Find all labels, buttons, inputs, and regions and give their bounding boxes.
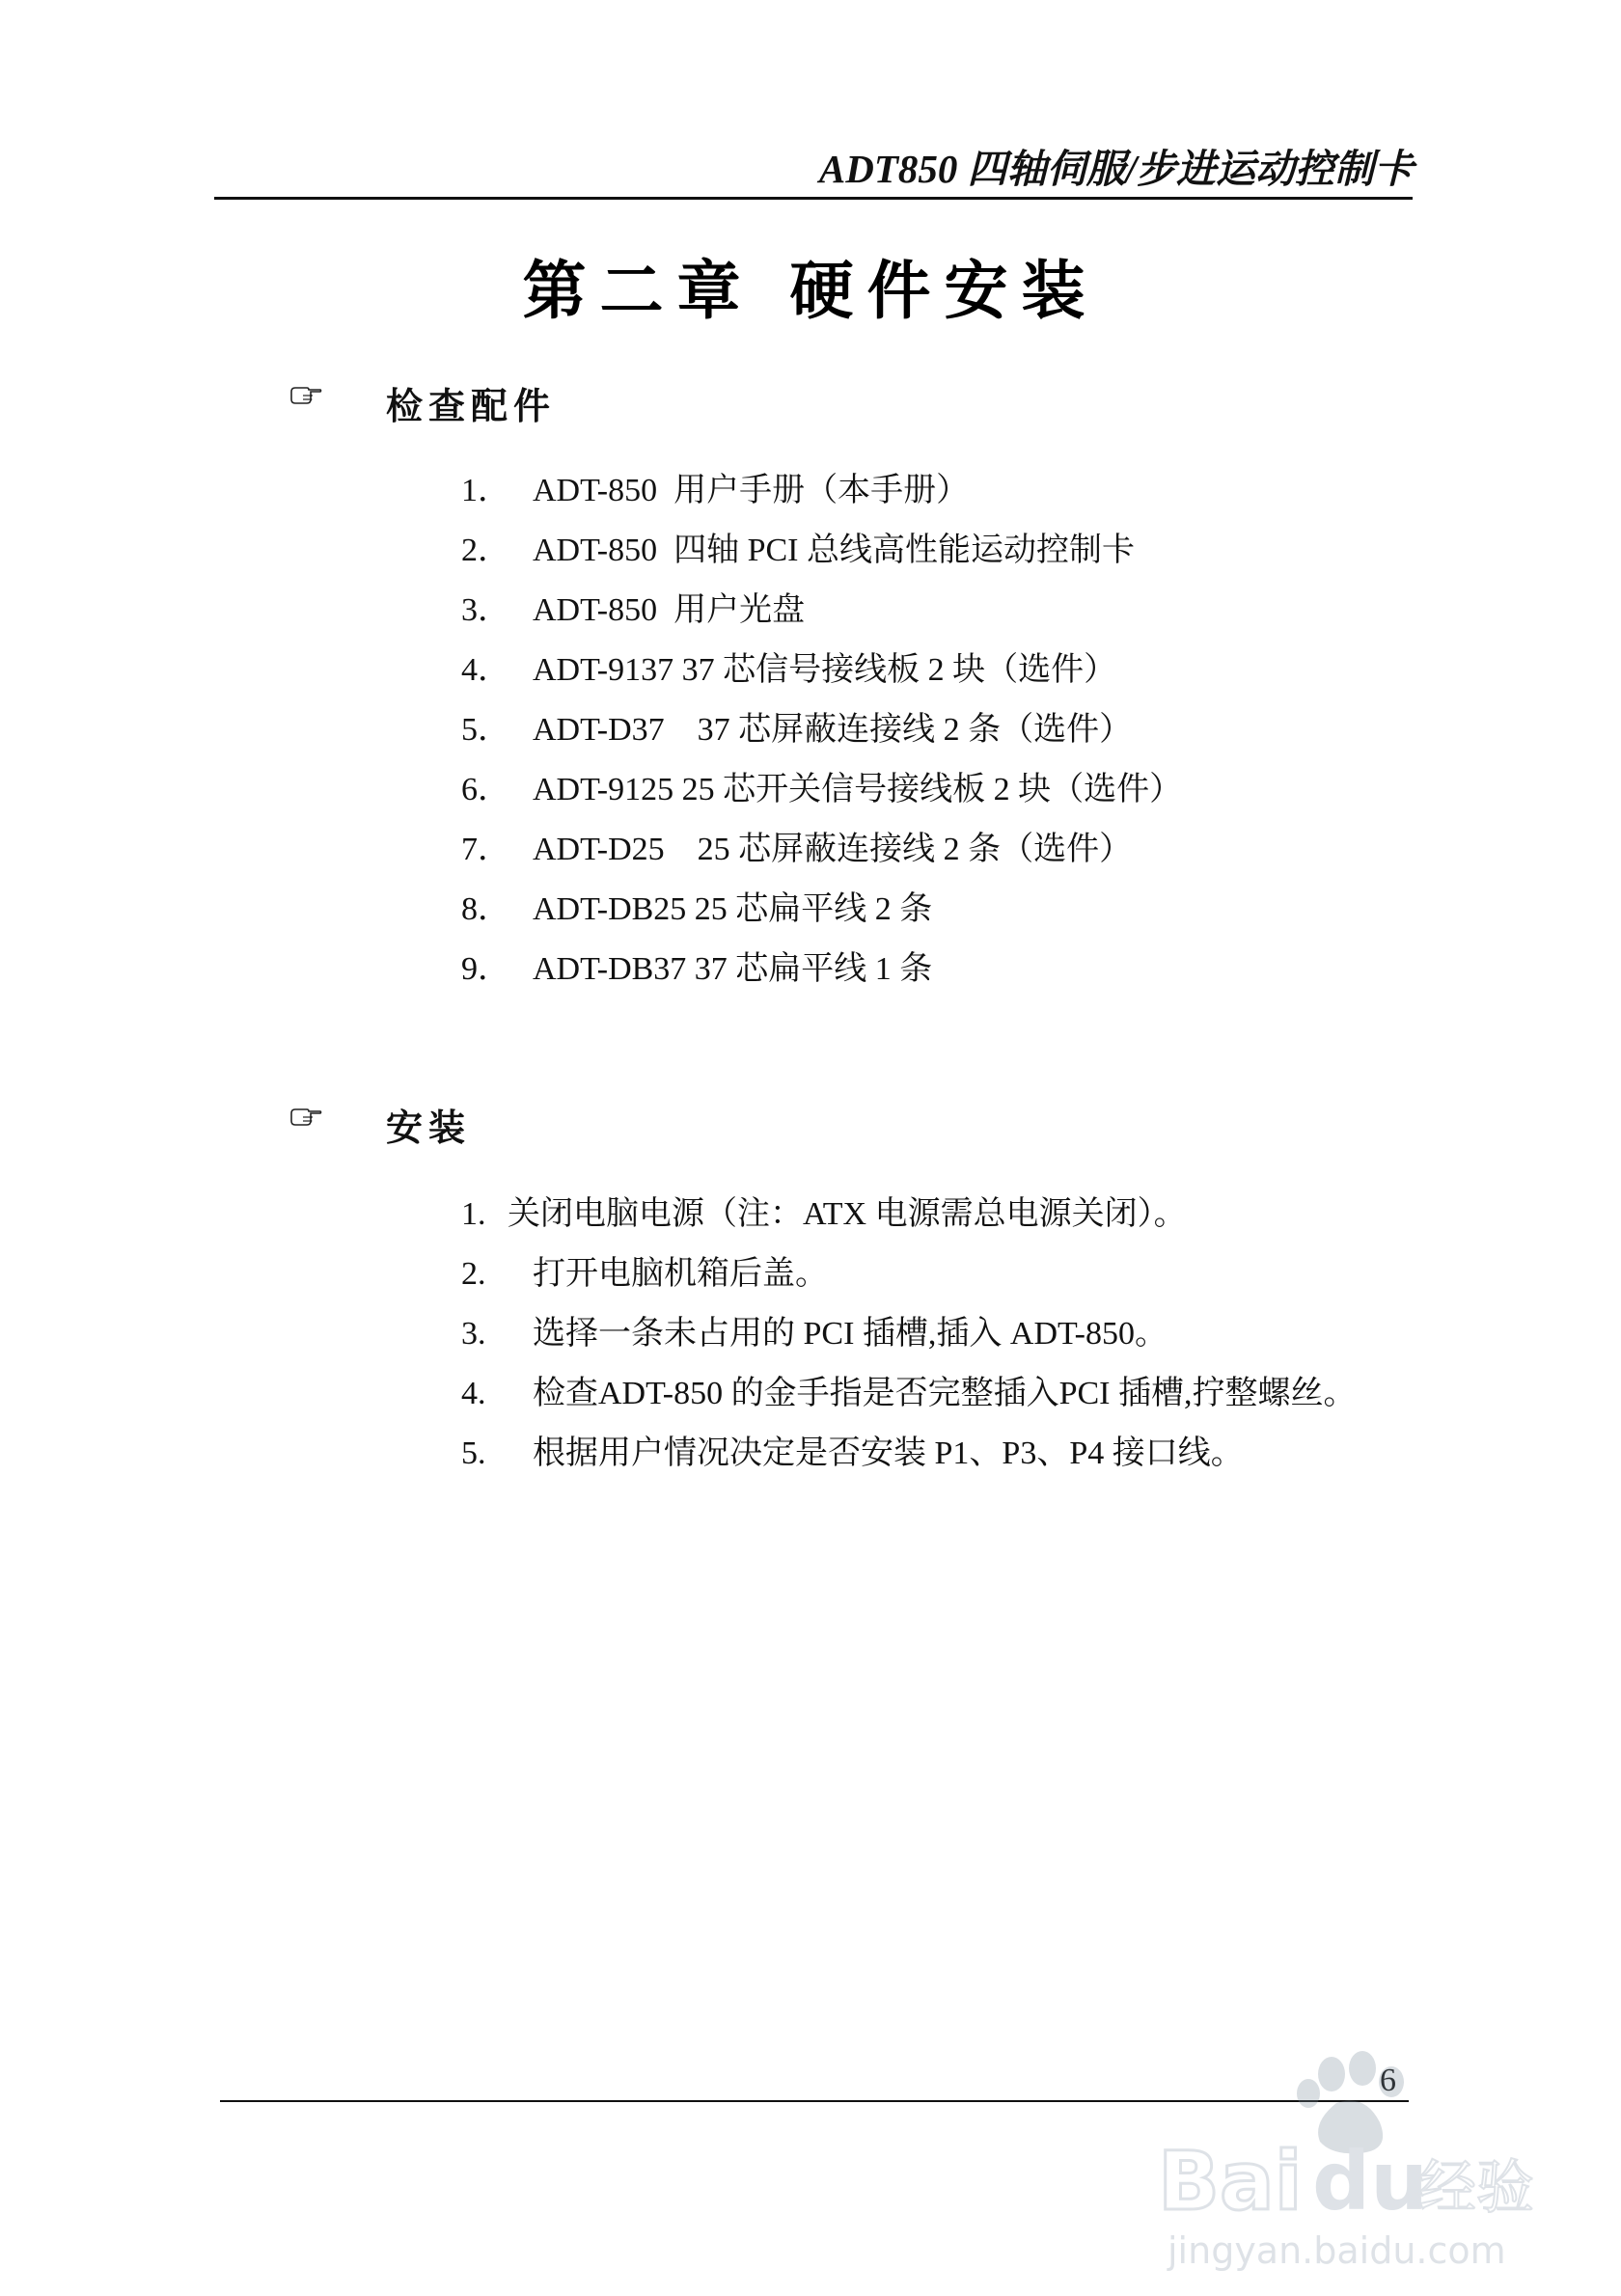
item-number: 2.	[461, 1256, 486, 1292]
pointing-hand-icon	[289, 1106, 322, 1127]
baidu-watermark-logo	[1139, 2045, 1544, 2277]
item-text: ADT-9137 37 芯信号接线板 2 块（选件）	[533, 652, 1117, 688]
item-text: 根据用户情况决定是否安装 P1、P3、P4 接口线。	[533, 1435, 1244, 1471]
item-text: 打开电脑机箱后盖。	[533, 1256, 828, 1292]
svg-text:Bai: Bai	[1158, 2134, 1303, 2228]
item-number: 8．	[461, 891, 510, 927]
footer-rule	[220, 2100, 1409, 2102]
item-number: 1．	[461, 473, 510, 508]
item-number: 1.	[461, 1196, 486, 1232]
item-number: 2．	[461, 533, 510, 568]
item-number: 5.	[461, 1435, 486, 1471]
item-text: ADT-9125 25 芯开关信号接线板 2 块（选件）	[533, 772, 1183, 807]
header-rule	[214, 197, 1413, 200]
item-number: 5．	[461, 712, 510, 748]
item-text: ADT-850 用户光盘	[533, 592, 806, 628]
item-text: ADT-850 四轴 PCI 总线高性能运动控制卡	[533, 533, 1135, 568]
item-number: 9．	[461, 951, 510, 987]
pointing-hand-icon	[289, 384, 322, 405]
header-title: ADT850 四轴伺服/步进运动控制卡	[818, 147, 1414, 191]
item-number: 4.	[461, 1376, 486, 1411]
svg-text:jingyan.baidu.com: jingyan.baidu.com	[1168, 2229, 1506, 2272]
item-number: 7．	[461, 832, 510, 867]
item-text: ADT-850 用户手册（本手册）	[533, 473, 970, 508]
item-text: ADT-D25 25 芯屏蔽连接线 2 条（选件）	[533, 832, 1133, 867]
item-text: 关闭电脑电源（注：ATX 电源需总电源关闭）。	[508, 1196, 1187, 1232]
item-text: 选择一条未占用的 PCI 插槽,插入 ADT-850。	[533, 1316, 1168, 1352]
item-number: 3.	[461, 1316, 486, 1352]
section-label: 安装	[386, 1106, 472, 1149]
section-label: 检查配件	[386, 384, 557, 427]
svg-text:du: du	[1312, 2134, 1428, 2228]
chapter-title: 第二章 硬件安装	[522, 253, 1099, 328]
item-text: ADT-DB25 25 芯扁平线 2 条	[533, 891, 933, 927]
page-number: 6	[1380, 2063, 1396, 2098]
item-number: 4．	[461, 652, 510, 688]
svg-text:经验: 经验	[1418, 2154, 1534, 2222]
item-number: 6．	[461, 772, 510, 807]
item-number: 3．	[461, 592, 510, 628]
item-text: ADT-D37 37 芯屏蔽连接线 2 条（选件）	[533, 712, 1133, 748]
item-text: ADT-DB37 37 芯扁平线 1 条	[533, 951, 933, 987]
item-text: 检查ADT-850 的金手指是否完整插入PCI 插槽,拧整螺丝。	[533, 1376, 1357, 1411]
